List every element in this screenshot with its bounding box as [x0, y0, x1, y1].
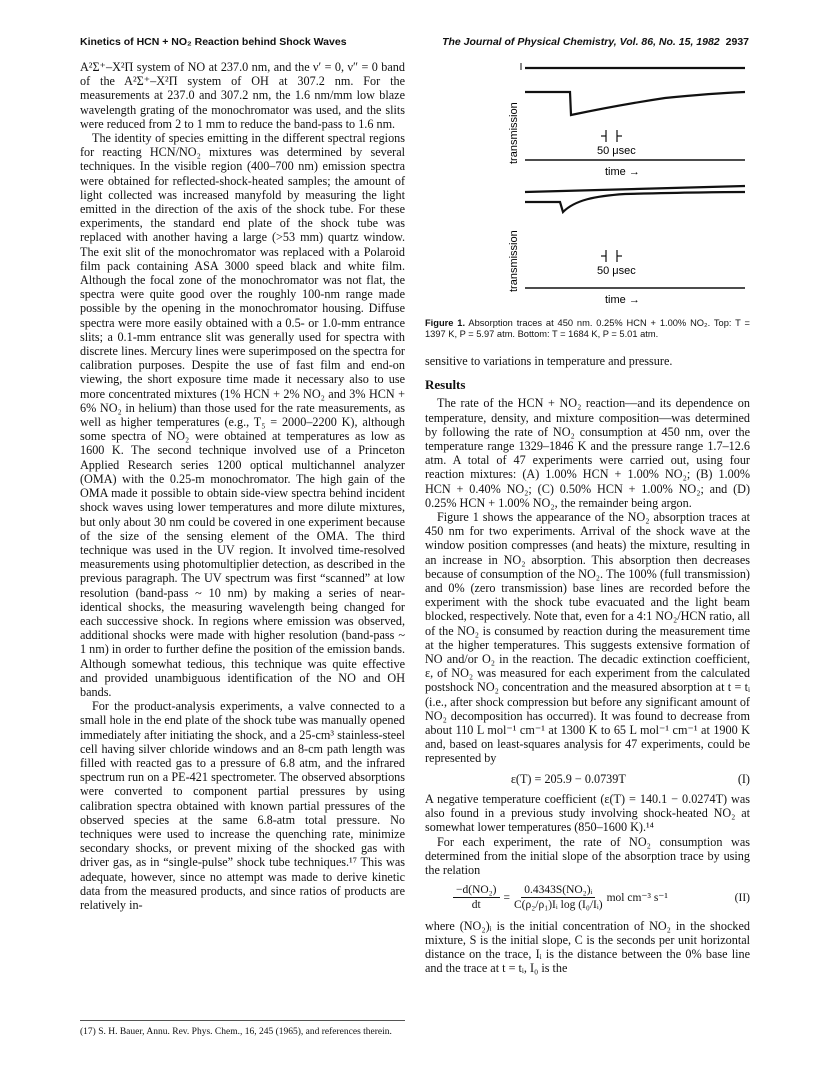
paragraph: A²Σ⁺–X²Π system of NO at 237.0 nm, and the ν′ = 0, ν″ = 0 band of the A²Σ⁺–X²Π system of OH at 307.2 nm. For the measurements at 237.0 and 307.2 nm, the 1.6 nm/mm low blaze wavelength grating of the monochromator was used, and the slits were reduced from 2 to 1 mm to reduce the band-pass to 1.6 nm.: [80, 60, 405, 131]
equation-1: ε(T) = 205.9 − 0.0739T (I): [510, 771, 750, 786]
scale-bar-icon: [601, 130, 622, 142]
footnote: (17) S. H. Bauer, Annu. Rev. Phys. Chem., 16, 245 (1965), and references therein.: [80, 1020, 405, 1039]
trace-top: [525, 92, 745, 115]
baseline-100-bottom: [525, 186, 745, 192]
section-heading: Results: [425, 377, 466, 393]
scale-label-top: 50 μsec: [597, 145, 636, 157]
paragraph: For each experiment, the rate of NO₂ consumption was determined from the initial slope of the absorption trace by using the relation: [425, 834, 750, 877]
left-column: [80, 60, 405, 912]
bottom-panel: [508, 186, 745, 306]
paragraph: where (NO₂)ᵢ is the initial concentration of NO₂ in the shocked mixture, S is the initial slope, C is the seconds per unit horizontal distance on the trace, Iᵢ is the distance between the 0% base line and the trace at t = tᵢ, I₀ is the: [425, 918, 750, 976]
trace-bottom: [525, 192, 745, 212]
ylabel-bottom: transmission: [508, 230, 520, 292]
paragraph: The rate of the HCN + NO₂ reaction—and its dependence on temperature, density, and mixture composition—was determined by following the rate of NO₂ consumption at 450 nm, over the temperature range 1329–1846 K and the pressure range 1.7–12.6 atm. A total of 47 experiments were carried out, using four reaction mixtures: (A) 1.00% HCN + 1.00% NO₂; (B) 1.00% HCN + 0.40% NO₂; (C) 0.50% HCN + 1.00% NO₂; and (D) 0.25% HCN + 1.00% NO₂, the remainder being argon.: [425, 396, 750, 510]
paragraph: For the product-analysis experiments, a valve connected to a small hole in the end plate of the shock tube was manually opened immediately after initiating the shock, and a 25-cm³ stainless-steel cell having silver chloride windows and an 8-cm path length was filled with reacted gas to a pressure of 6.8 atm, and the infrared spectrum run on a PE-421 spectrometer. The observed absorptions were converted to component partial pressures by using calibration spectra obtained with known partial pressures of the observed species at the same 6.8-atm total pressure. No techniques were used to increase the quenching rate, minimize secondary shocks, or prevent mixing of the shocked gas with driver gas, as in “single-pulse” shock tube techniques.¹⁷ This was adequate, however, since no attempt was made to derive kinetic data from the measured products, and since ratios of products are relatively in-: [80, 699, 405, 912]
page-number: 2937: [725, 36, 749, 48]
scale-label-bottom: 50 μsec: [597, 265, 636, 277]
ylabel-top: transmission: [508, 102, 520, 164]
paragraph: A negative temperature coefficient (ε(T) = 140.1 − 0.0274T) was also found in a previous study involving shock-heated NO₂ at somewhat lower temperatures (850–1600 K).¹⁴: [425, 791, 750, 835]
right-column: [425, 60, 750, 975]
top-panel: [508, 63, 745, 178]
figure-caption: Figure 1. Absorption traces at 450 nm. 0.25% HCN + 1.00% NO₂. Top: T = 1397 K, P = 5.97 atm. Bottom: T = 1684 K, P = 5.01 atm.: [425, 318, 750, 339]
paragraph: sensitive to variations in temperature and pressure.: [425, 354, 673, 368]
paragraph: The identity of species emitting in the different spectral regions for reacting HCN/NO₂ mixtures was determined by several techniques. In the visible region (400–700 nm) emission spectra were obtained for reflected-shock-heated samples; the amount of light collected was increased manyfold by measuring the light emitted in the direction of the axis of the shock tube. For these experiments, the standard end plate of the shock tube was replaced with another having a large (>53 mm) quartz window. The exit slit of the monochromator was replaced with a Polaroid film pack containing ASA 3000 speed black and white film. Although the focal zone of the monochromator was not flat, the spectra were quite good over the roughly 100-nm range made possible by the opening in the monochromator housing. Diffuse spectra were more easily obtained with a 0.5- or 1.0-mm entrance slits; a 0.1-mm entrance slit was generally used for spectra with discrete lines. Mercury lines were superimposed on the spectra for calibration purposes. Despite the use of fast film and end-on viewing, the short exposure time made it necessary also to use more concentrated mixtures (1% HCN + 2% NO₂ and 3% HCN + 6% NO₂ in helium) than those used for the rate measurements, as well as higher temperatures (e.g., T₅ = 2000–2200 K), although some spectra of NO₂ were obtained at temperatures as low as 1600 K. The second technique involved use of a Princeton Applied Research series 1200 optical multichannel analyzer (OMA) with the 0.25-m monochromator. The high gain of the OMA made it possible to obtain side-view spectra behind incident shock waves using lower temperatures and more dilute mixtures, but only about 30 nm could be covered in one experiment because of the size of the sensing element of the OMA. The third technique was used in the UV region. It involved time-resolved measurements using photomultiplier detection, as described in the previous paragraph. The UV spectrum was first “scanned” at low resolution (band-pass ~ 10 nm) by making a series of near-identical shocks, the measuring wavelength being changed for each successive shock. In regions where emission was observed, additional shocks were made with higher resolution (band-pass ~ 1 nm) in order to further define the position of the emission bands. Although somewhat tedious, this technique was quite effective and provided unambiguous identification of the NO and OH bands.: [80, 131, 405, 699]
equation-number: (II): [734, 891, 750, 904]
equation-2: $\frac{\text{−d(NO₂)}}{dt}$ = $\frac{\text{0.4343S(NO₂)ᵢ}}{\text{C(ρ₂/ρ₁)Iᵢ log (I₀/Iᵢ)}}$ mol cm⁻³ s⁻¹ (II): [425, 883, 750, 912]
xlabel-bottom: time →: [605, 294, 640, 306]
figure-1: [425, 60, 750, 310]
journal-citation: The Journal of Physical Chemistry, Vol. 86, No. 15, 1982 2937: [442, 36, 749, 48]
equation-number: (I): [737, 771, 750, 786]
scale-bar-icon: [601, 250, 622, 262]
running-header: Kinetics of HCN + NO₂ Reaction behind Shock Waves: [80, 36, 347, 48]
absorption-traces-figure: [425, 60, 750, 310]
paragraph: Figure 1 shows the appearance of the NO₂ absorption traces at 450 nm for two experiments. Arrival of the shock wave at the window position compresses (and heats) the mixture, resulting in an increase in NO₂ absorption. This absorption then decreases because of consumption of the NO₂. The 100% (full transmission) and 0% (zero transmission) base lines are recorded before the experiment with the shock tube evacuated and the light beam blocked, respectively. Note that, even for a 4:1 NO₂/HCN ratio, all of the NO₂ is consumed by reaction during the measurement time at the higher temperatures. This suggests extensive formation of NO and/or O₂ in the reaction. The decadic extinction coefficient, ε, of NO₂ was measured for each experiment from the calculated postshock NO₂ concentration and the measured absorption at t = tᵢ (i.e., after shock compression but before any significant amount of NO₂ decomposition has occurred). It was found to decrease from about 110 L mol⁻¹ cm⁻¹ at 1300 K to 65 L mol⁻¹ cm⁻¹ at 1900 K and, based on least-squares analysis for 47 experiments, could be represented by: [425, 510, 750, 766]
xlabel-top: time →: [605, 166, 640, 178]
